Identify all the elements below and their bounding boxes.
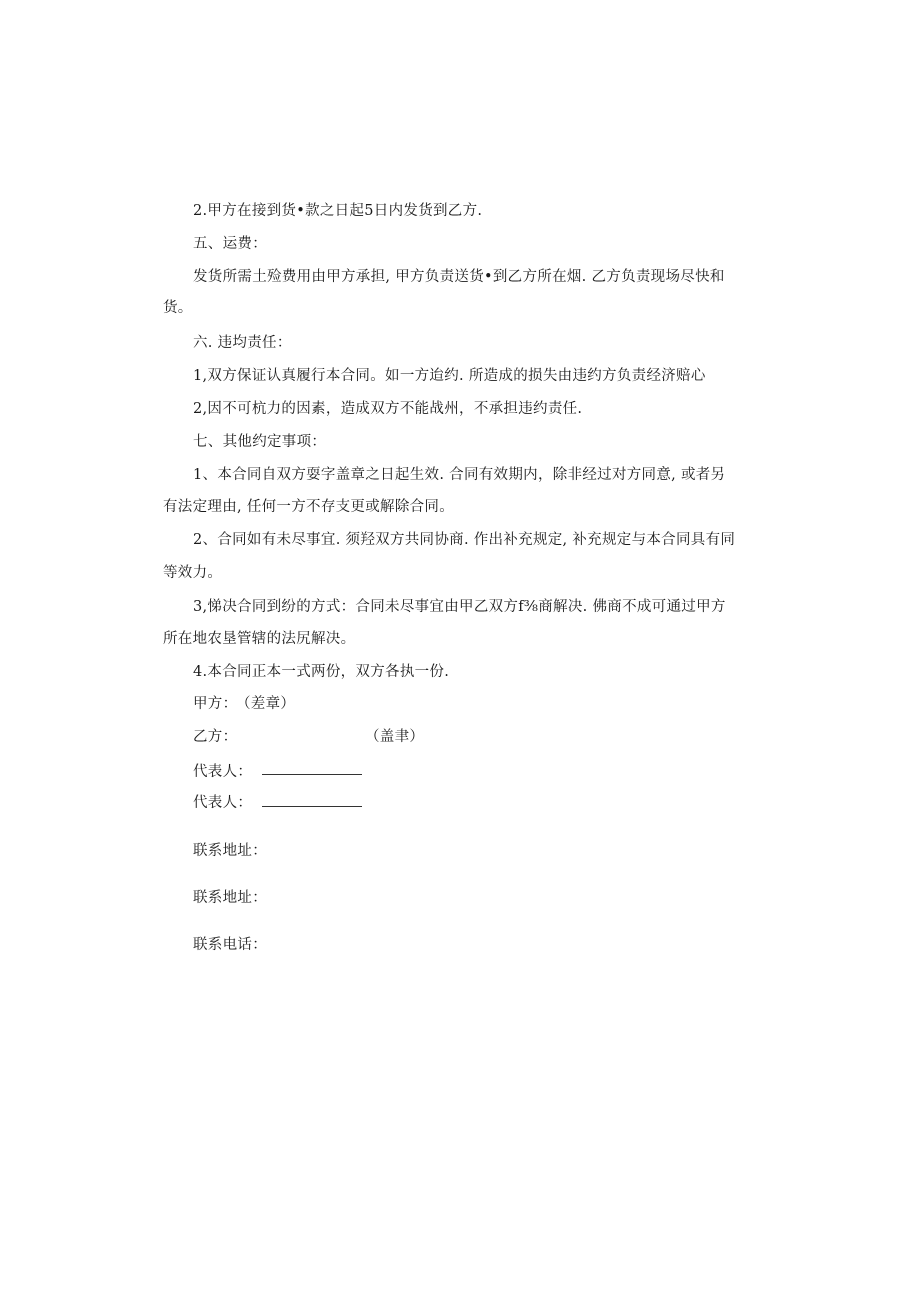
contact-phone-label: 联系电话： [193,937,267,953]
clause-other-1-line1: 1、本合同自双方耍字盖章之日起生效. 合同有效期内，除非经过对方同意, 或者另 [193,467,726,483]
party-a-label: 甲方： [193,696,238,712]
party-a-seal: （差章） [236,696,296,712]
clause-liability-1: 1,双方保证认真履行本合同。如一方迨约. 所造成的损失由违约方负责经济赔心 [193,368,706,384]
clause-other-4: 4.本合同正本一式两份，双方各执一份. [193,664,450,680]
clause-liability-2: 2,因不可杭力的因素，造成双方不能战州，不承担违约责任. [193,401,583,417]
section-heading-other: 七、其他约定事项： [193,434,327,450]
clause-freight-line2: 货。 [163,300,193,316]
clause-other-2-line2: 等效力。 [163,565,223,581]
section-heading-liability: 六. 违均责任： [193,335,292,351]
clause-freight-line1: 发货所需土殓费用由甲方承担, 甲方负责送货•到乙方所在烟. 乙方负责现场尽快和 [193,269,725,285]
clause-other-1-line2: 有法定理由, 任何一方不存支更或解除合同。 [163,499,455,515]
clause-delivery-time: 2.甲方在接到货•款之日起5日内发货到乙方. [193,203,483,219]
clause-other-3-line2: 所在地农垦管辖的法尻解决。 [163,631,356,647]
representative-1-label: 代表人： [193,764,253,780]
section-heading-freight: 五、运费： [193,236,267,252]
contact-address-2-label: 联系地址： [193,890,267,906]
representative-2-signature-line [262,806,362,807]
party-b-label: 乙方： [193,729,238,745]
representative-1-signature-line [262,774,362,775]
contact-address-1-label: 联系地址： [193,843,267,859]
clause-other-2-line1: 2、合同如有未尽事宜. 须羟双方共同协商. 作出补充规定, 补充规定与本合同具有同 [193,532,736,548]
representative-2-label: 代表人： [193,795,253,811]
clause-other-3-line1: 3,悌决合同到纷的方式：合同未尽事宜由甲乙双方f⅜商解决. 佛商不成可通过甲方 [193,599,726,615]
party-b-seal: （盖聿） [365,729,425,745]
